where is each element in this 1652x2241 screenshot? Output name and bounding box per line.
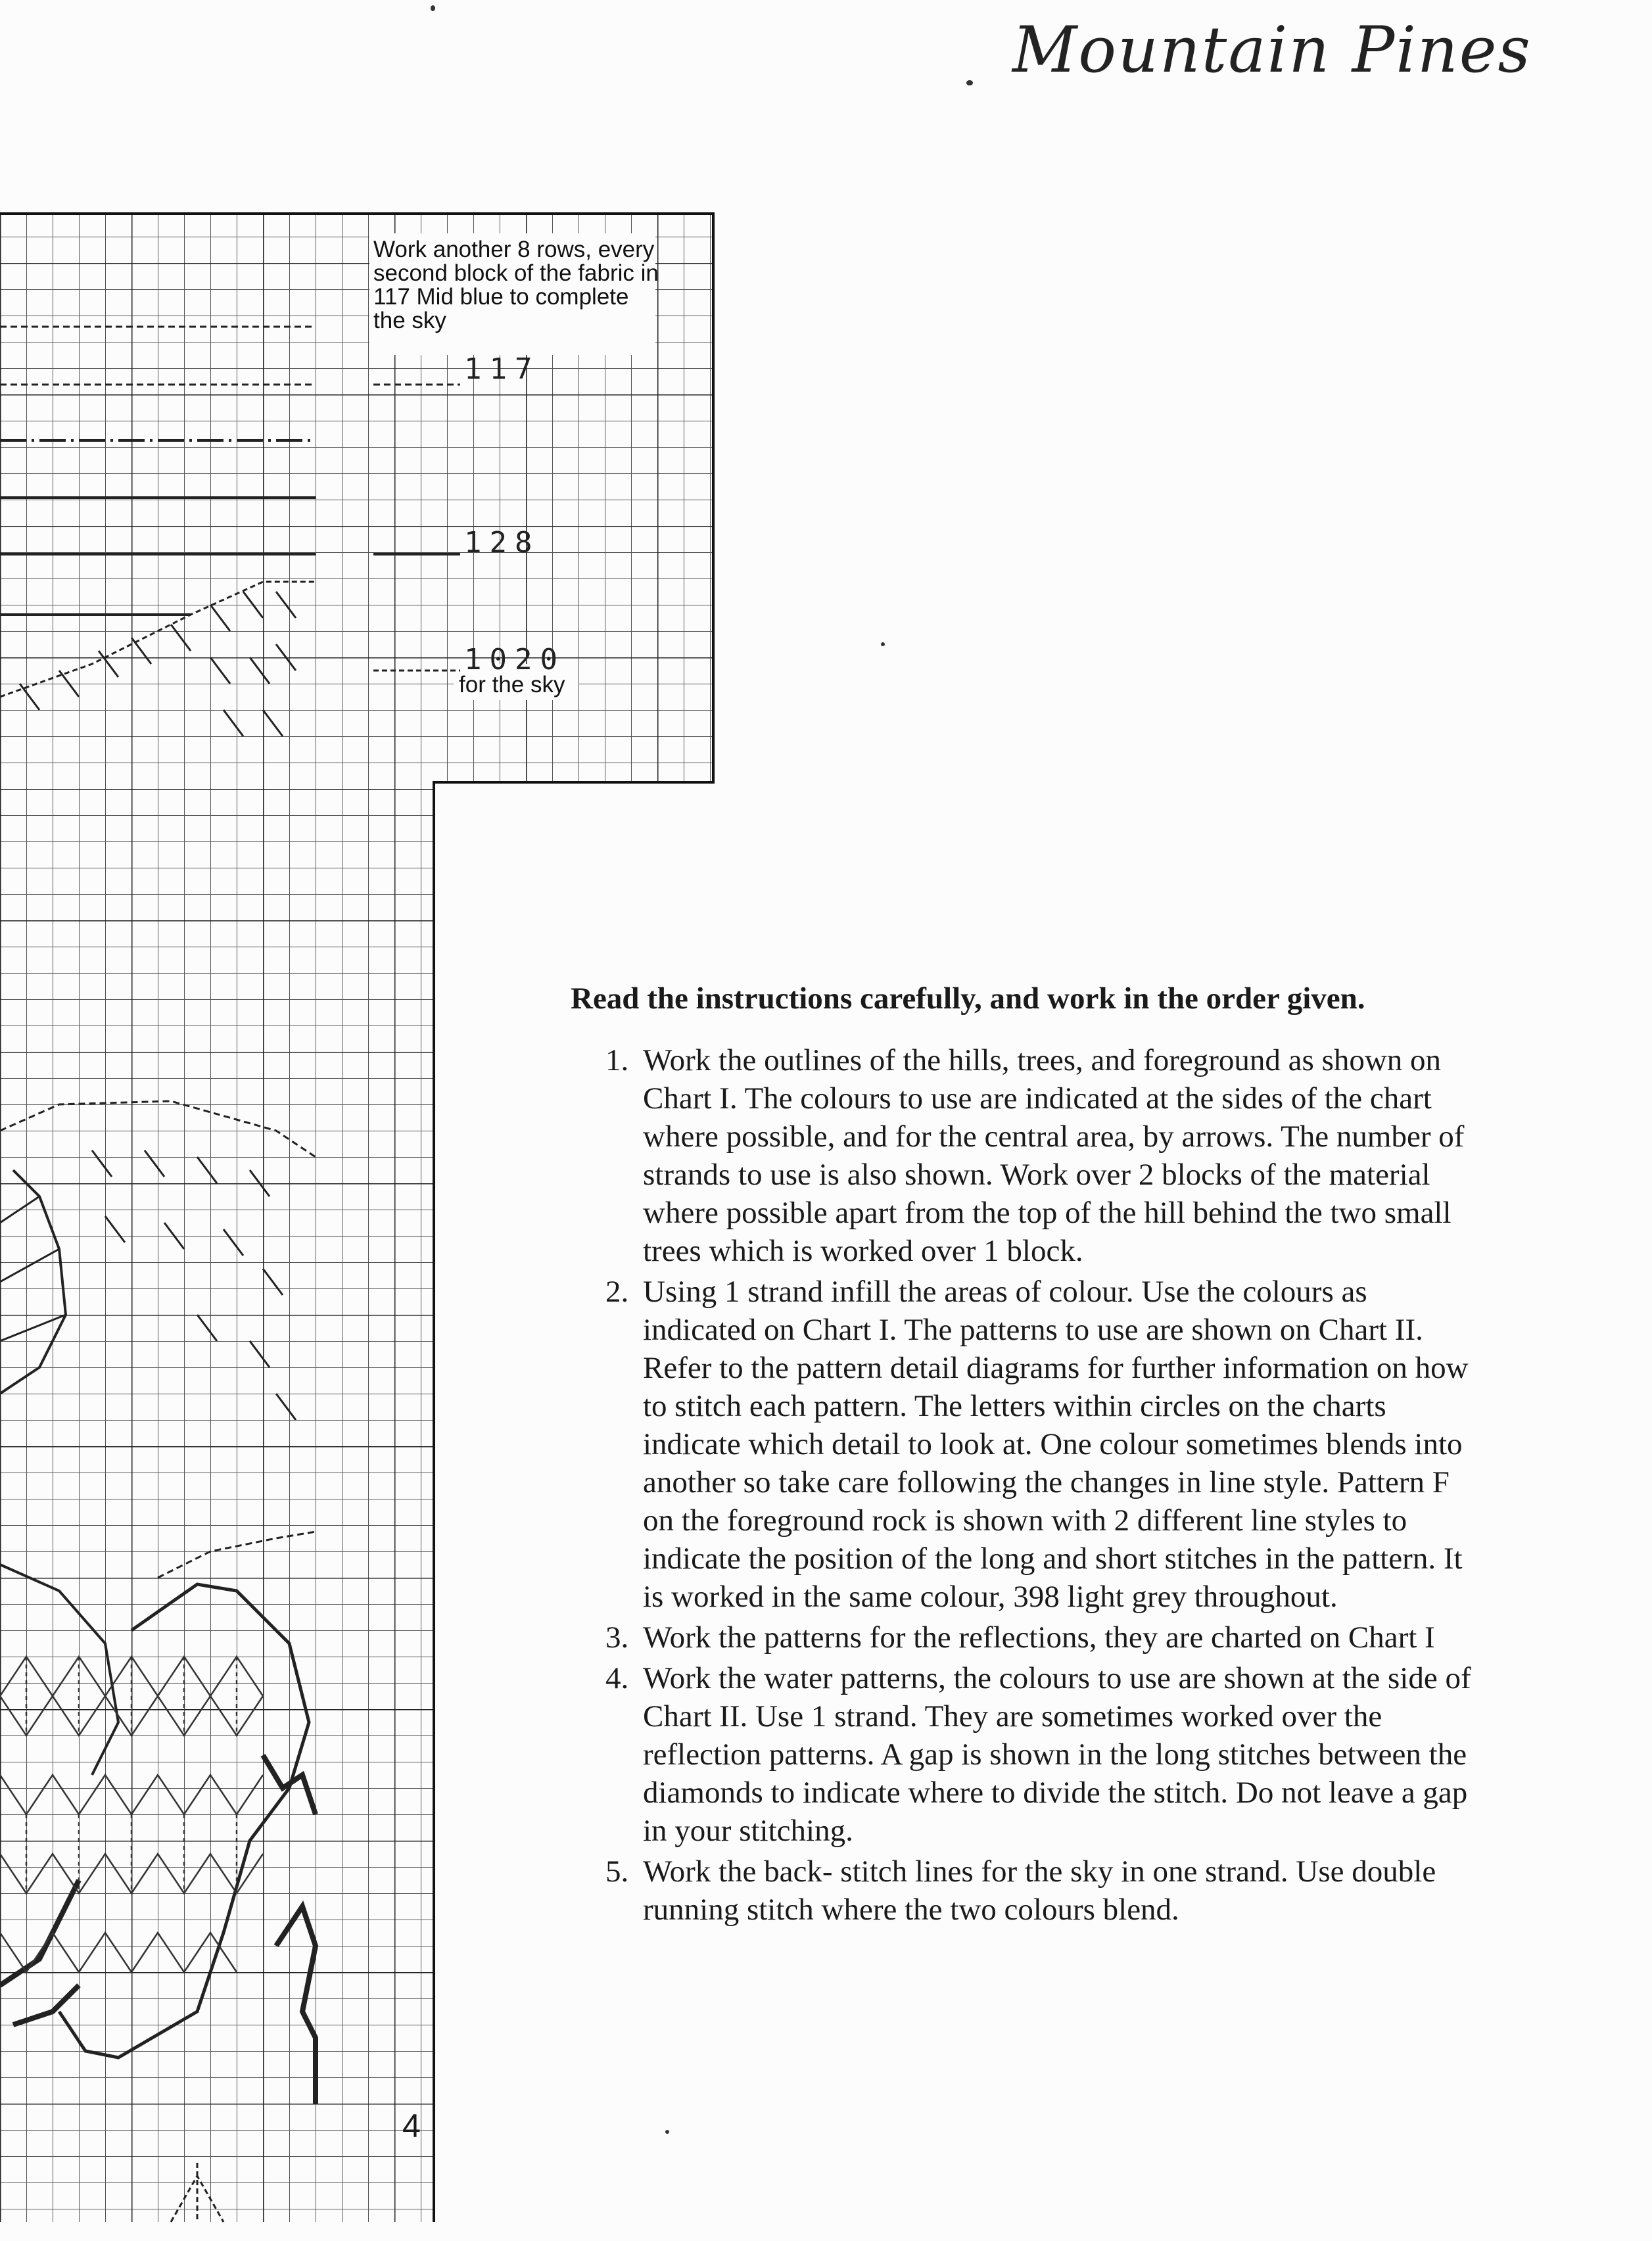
thread-code-1020: 1020 (464, 643, 565, 676)
instruction-step: 1. Work the outlines of the hills, trees, and foreground as shown on Chart I. The colours to use are indicated at the sides of the chart where possible, and for the central area, by arrows. The number of strands to use is also shown. Work over 2 blocks of the material where possible apart from the top of the hill behind the two small trees which is worked over 1 block. (636, 1041, 1484, 1270)
scan-speck (665, 2130, 669, 2134)
instructions (571, 979, 1484, 1931)
scan-speck (966, 80, 973, 85)
instruction-step: 4. Work the water patterns, the colours to use are shown at the side of Chart II. Use 1 strand. They are sometimes worked over the reflection patterns. A gap is shown in the long stitches between the diamonds to indicate where to divide the stitch. Do not leave a gap in your stitching. (636, 1659, 1484, 1850)
sky-note: Work another 8 rows, every second block of the fabric in 117 Mid blue to complete the sky (373, 237, 659, 333)
instruction-step: 2. Using 1 strand infill the areas of colour. Use the colours as indicated on Chart I. The patterns to use are shown on Chart II. Refer to the pattern detail diagrams for further information on how to stitch each pattern. The letters within circles on the charts indicate which detail to look at. One colour sometimes blends into another so take care following the changes in line style. Pattern F on the foreground rock is shown with 2 different line styles to indicate the position of the long and short stitches in the pattern. It is worked in the same colour, 398 light grey throughout. (636, 1273, 1484, 1616)
page-title: Mountain Pines (1012, 13, 1532, 87)
page-number: 4 (402, 2108, 421, 2144)
scan-speck (431, 5, 435, 11)
thread-code-128: 128 (464, 526, 540, 559)
scan-speck (881, 642, 885, 646)
instruction-steps (571, 1041, 1484, 1929)
instruction-step: 5. Work the back- stitch lines for the sky in one strand. Use double running stitch where the two colours blend. (636, 1852, 1484, 1929)
instruction-step: 3. Work the patterns for the reflections, they are charted on Chart I (636, 1618, 1484, 1657)
for-sky-note: for the sky (459, 672, 565, 697)
instructions-heading: Read the instructions carefully, and work in the order given. (571, 981, 1365, 1016)
thread-code-117: 117 (464, 352, 540, 386)
